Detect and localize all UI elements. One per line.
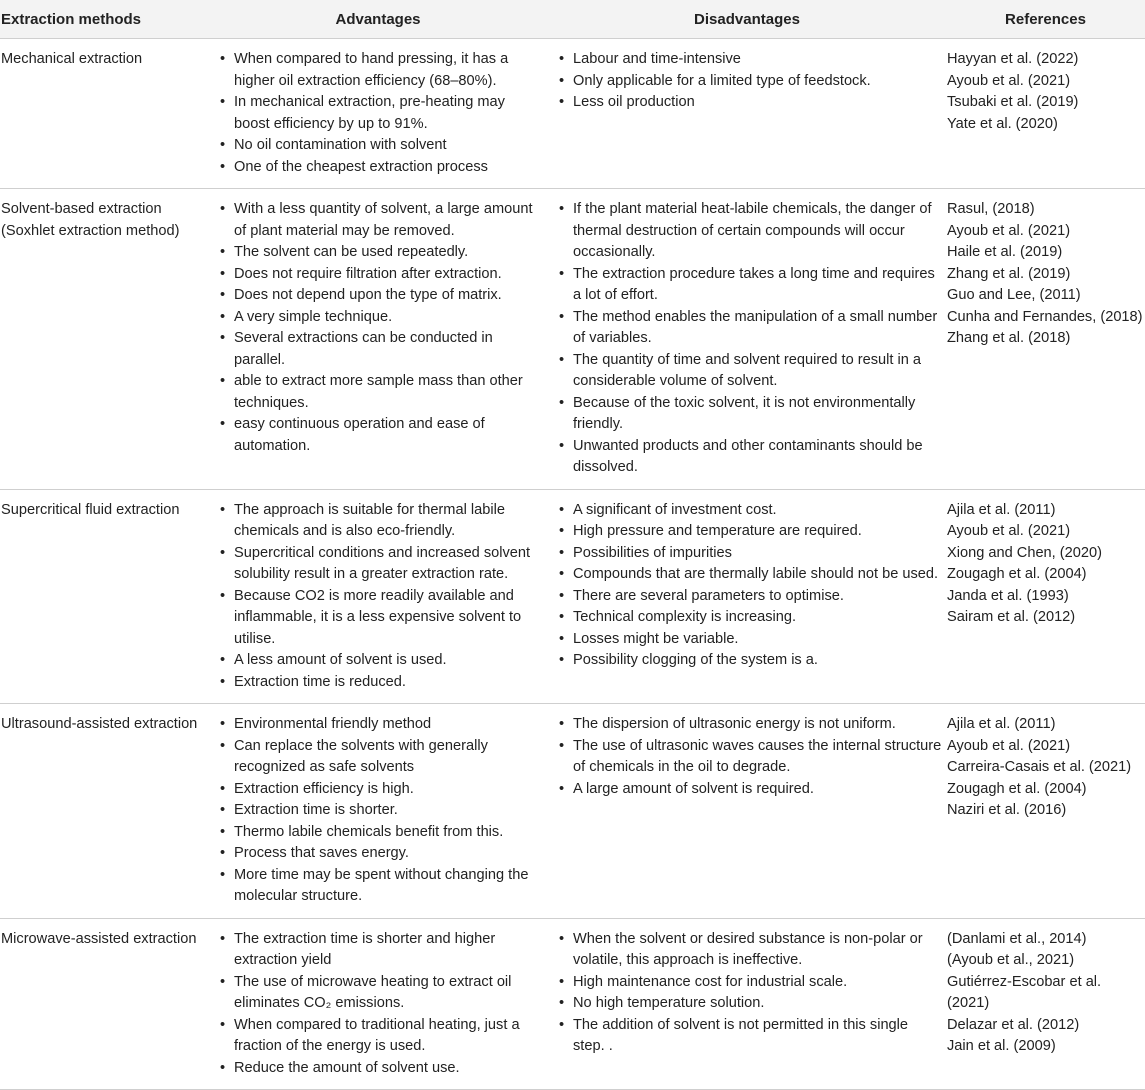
disadvantage-item: • When the solvent or desired substance is non-polar or volatile, this approach is ineffective. <box>552 929 942 972</box>
advantage-item: • One of the cheapest extraction process <box>213 157 544 179</box>
advantage-item: • A very simple technique. <box>213 307 544 329</box>
advantages-list <box>213 199 544 457</box>
disadvantage-item: • If the plant material heat-labile chemicals, the danger of thermal destruction of certain compounds will occur occasionally. <box>552 199 942 264</box>
disadvantages-cell <box>548 918 946 1090</box>
references-cell <box>946 489 1145 704</box>
advantages-cell <box>208 189 548 490</box>
disadvantage-item: • Labour and time-intensive <box>552 49 942 71</box>
disadvantages-cell <box>548 39 946 189</box>
reference-item: Delazar et al. (2012) <box>947 1016 1080 1033</box>
advantage-item: • The use of microwave heating to extract oil eliminates CO₂ emissions. <box>213 972 544 1015</box>
reference-item: (Danlami et al., 2014) <box>947 930 1087 947</box>
disadvantage-item: • The use of ultrasonic waves causes the internal structure of chemicals in the oil to degrade. <box>552 736 942 779</box>
disadvantage-item: • No high temperature solution. <box>552 993 942 1015</box>
advantage-item: • Does not depend upon the type of matrix. <box>213 285 544 307</box>
header-advantages: Advantages <box>208 0 548 39</box>
advantage-item: • With a less quantity of solvent, a large amount of plant material may be removed. <box>213 199 544 242</box>
reference-item: Hayyan et al. (2022) <box>947 51 1079 67</box>
references-cell <box>946 918 1145 1090</box>
reference-item: (Ayoub et al., 2021) <box>947 952 1075 968</box>
reference-item: Zougagh et al. (2004) <box>947 566 1087 582</box>
advantage-item: • The approach is suitable for thermal labile chemicals and is also eco-friendly. <box>213 500 544 543</box>
reference-item: Carreira-Casais et al. (2021) <box>947 759 1132 775</box>
advantage-item: • The solvent can be used repeatedly. <box>213 242 544 264</box>
references-cell <box>946 189 1145 490</box>
reference-item: Zhang et al. (2018) <box>947 330 1071 346</box>
advantage-item: • Because CO2 is more readily available and inflammable, it is a less expensive solvent to utilise. <box>213 586 544 651</box>
disadvantage-item: • Technical complexity is increasing. <box>552 607 942 629</box>
disadvantages-list <box>552 49 942 114</box>
disadvantage-item: • Less oil production <box>552 92 942 114</box>
disadvantage-item: • High maintenance cost for industrial scale. <box>552 972 942 994</box>
table-row <box>0 189 1145 490</box>
advantage-item: • Environmental friendly method <box>213 714 544 736</box>
advantage-item: • easy continuous operation and ease of automation. <box>213 414 544 457</box>
header-references: References <box>946 0 1145 39</box>
advantage-item: • When compared to hand pressing, it has a higher oil extraction efficiency (68–80%). <box>213 49 544 92</box>
reference-item: Naziri et al. (2016) <box>947 802 1067 818</box>
reference-item: Tsubaki et al. (2019) <box>947 94 1079 110</box>
references-cell <box>946 704 1145 919</box>
advantage-item: • In mechanical extraction, pre-heating may boost efficiency by up to 91%. <box>213 92 544 135</box>
disadvantage-item: • A significant of investment cost. <box>552 500 942 522</box>
reference-item: Sairam et al. (2012) <box>947 609 1076 625</box>
advantage-item: • Extraction time is shorter. <box>213 800 544 822</box>
references-cell <box>946 39 1145 189</box>
advantage-item: • Can replace the solvents with generally recognized as safe solvents <box>213 736 544 779</box>
advantage-item: • The extraction time is shorter and higher extraction yield <box>213 929 544 972</box>
disadvantage-item: • High pressure and temperature are required. <box>552 521 942 543</box>
disadvantage-item: • The dispersion of ultrasonic energy is not uniform. <box>552 714 942 736</box>
advantage-item: • Thermo labile chemicals benefit from this. <box>213 822 544 844</box>
disadvantage-item: • Only applicable for a limited type of feedstock. <box>552 71 942 93</box>
method-cell: Ultrasound-assisted extraction <box>0 704 208 919</box>
disadvantage-item: • The quantity of time and solvent required to result in a considerable volume of solvent. <box>552 350 942 393</box>
disadvantages-list <box>552 714 942 800</box>
advantage-item: • A less amount of solvent is used. <box>213 650 544 672</box>
advantage-item: • When compared to traditional heating, just a fraction of the energy is used. <box>213 1015 544 1058</box>
reference-item: Xiong and Chen, (2020) <box>947 544 1102 561</box>
disadvantages-list <box>552 500 942 672</box>
disadvantages-list <box>552 199 942 479</box>
table-row <box>0 39 1145 189</box>
disadvantage-item: • Because of the toxic solvent, it is not environmentally friendly. <box>552 393 942 436</box>
table-header <box>0 0 1145 39</box>
header-method: Extraction methods <box>0 0 208 39</box>
advantage-item: • Extraction time is reduced. <box>213 672 544 694</box>
reference-item: Jain et al. (2009) <box>947 1038 1056 1054</box>
advantages-list <box>213 714 544 908</box>
disadvantage-item: • A large amount of solvent is required. <box>552 779 942 801</box>
table-row <box>0 704 1145 919</box>
reference-item: Zhang et al. (2019) <box>947 265 1071 282</box>
method-cell: Supercritical fluid extraction <box>0 489 208 704</box>
reference-item: Ajila et al. (2011) <box>947 501 1056 518</box>
advantages-list <box>213 929 544 1080</box>
advantage-item: • able to extract more sample mass than other techniques. <box>213 371 544 414</box>
method-cell: Mechanical extraction <box>0 39 208 189</box>
disadvantage-item: • Possibilities of impurities <box>552 543 942 565</box>
reference-item: Ajila et al. (2011) <box>947 716 1056 732</box>
advantage-item: • Does not require filtration after extraction. <box>213 264 544 286</box>
disadvantage-item: • Possibility clogging of the system is a. <box>552 650 942 672</box>
reference-item: Gutiérrez-Escobar et al. (2021) <box>947 973 1102 1011</box>
disadvantages-list <box>552 929 942 1058</box>
advantage-item: • Several extractions can be conducted in parallel. <box>213 328 544 371</box>
disadvantage-item: • Compounds that are thermally labile should not be used. <box>552 564 942 586</box>
reference-item: Zougagh et al. (2004) <box>947 780 1087 797</box>
reference-item: Yate et al. (2020) <box>947 115 1058 132</box>
table-body <box>0 39 1145 1090</box>
disadvantage-item: • The extraction procedure takes a long time and requires a lot of effort. <box>552 264 942 307</box>
reference-item: Ayoub et al. (2021) <box>947 523 1071 539</box>
advantages-cell <box>208 39 548 189</box>
advantages-list <box>213 500 544 694</box>
reference-item: Janda et al. (1993) <box>947 587 1069 604</box>
method-cell: Microwave-assisted extraction <box>0 918 208 1090</box>
header-row <box>0 0 1145 39</box>
disadvantages-cell <box>548 189 946 490</box>
reference-item: Ayoub et al. (2021) <box>947 72 1071 89</box>
advantage-item: • Extraction efficiency is high. <box>213 779 544 801</box>
disadvantage-item: • The addition of solvent is not permitted in this single step. . <box>552 1015 942 1058</box>
disadvantage-item: • Losses might be variable. <box>552 629 942 651</box>
advantage-item: • More time may be spent without changing the molecular structure. <box>213 865 544 908</box>
advantages-cell <box>208 489 548 704</box>
advantages-cell <box>208 918 548 1090</box>
disadvantage-item: • Unwanted products and other contaminants should be dissolved. <box>552 436 942 479</box>
reference-item: Ayoub et al. (2021) <box>947 737 1071 754</box>
reference-item: Haile et al. (2019) <box>947 244 1063 260</box>
method-cell: Solvent-based extraction (Soxhlet extraction method) <box>0 189 208 490</box>
disadvantage-item: • There are several parameters to optimise. <box>552 586 942 608</box>
advantages-cell <box>208 704 548 919</box>
reference-item: Ayoub et al. (2021) <box>947 222 1071 239</box>
advantages-list <box>213 49 544 178</box>
advantage-item: • Process that saves energy. <box>213 843 544 865</box>
disadvantages-cell <box>548 704 946 919</box>
reference-item: Cunha and Fernandes, (2018) <box>947 308 1143 325</box>
table-row <box>0 918 1145 1090</box>
disadvantage-item: • The method enables the manipulation of a small number of variables. <box>552 307 942 350</box>
advantage-item: • Supercritical conditions and increased solvent solubility result in a greater extraction rate. <box>213 543 544 586</box>
reference-item: Rasul, (2018) <box>947 201 1035 217</box>
reference-item: Guo and Lee, (2011) <box>947 287 1081 303</box>
disadvantages-cell <box>548 489 946 704</box>
table-row <box>0 489 1145 704</box>
advantage-item: • Reduce the amount of solvent use. <box>213 1058 544 1080</box>
header-disadvantages: Disadvantages <box>548 0 946 39</box>
advantage-item: • No oil contamination with solvent <box>213 135 544 157</box>
